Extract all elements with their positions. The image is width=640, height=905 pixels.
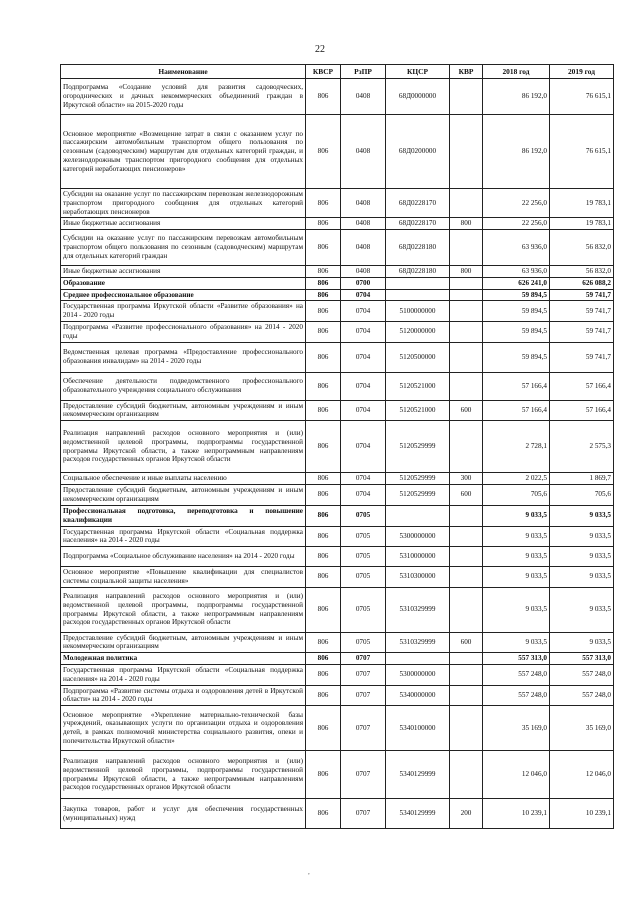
row-kvr xyxy=(450,751,483,799)
row-kcsr: 5310329999 xyxy=(386,632,450,653)
row-2019: 705,6 xyxy=(550,484,614,505)
row-kvr: 300 xyxy=(450,473,483,485)
row-rzpr: 0408 xyxy=(341,230,386,266)
row-kvr xyxy=(450,372,483,400)
row-2019: 59 741,7 xyxy=(550,301,614,322)
row-2019: 9 033,5 xyxy=(550,587,614,632)
row-name: Субсидии на оказание услуг по пассажирским перевозкам автомобильным транспортом общего пользования по сезонным (садоводческим) маршрутам для отдельных категорий граждан xyxy=(61,230,306,266)
row-kvr: 600 xyxy=(450,484,483,505)
row-rzpr: 0704 xyxy=(341,473,386,485)
row-kvsr: 806 xyxy=(306,277,341,289)
row-kcsr: 5120529999 xyxy=(386,421,450,473)
table-row xyxy=(61,685,614,706)
row-rzpr: 0704 xyxy=(341,372,386,400)
table-row xyxy=(61,473,614,485)
row-kvr xyxy=(450,189,483,218)
row-2018: 557 248,0 xyxy=(483,685,550,706)
table-row xyxy=(61,664,614,685)
row-kvr xyxy=(450,289,483,301)
table-row xyxy=(61,632,614,653)
header-2019: 2019 год xyxy=(550,65,614,79)
row-rzpr: 0408 xyxy=(341,115,386,189)
row-kcsr xyxy=(386,277,450,289)
table-row xyxy=(61,653,614,665)
row-2019: 19 783,1 xyxy=(550,189,614,218)
row-name: Основное мероприятие «Повышение квалификации для специалистов системы социальной защиты населения» xyxy=(61,567,306,588)
row-2018: 9 033,5 xyxy=(483,505,550,526)
row-kvsr: 806 xyxy=(306,421,341,473)
row-2019: 19 783,1 xyxy=(550,218,614,230)
row-kcsr: 5300000000 xyxy=(386,526,450,547)
row-kvsr: 806 xyxy=(306,547,341,567)
row-2019: 56 832,0 xyxy=(550,266,614,278)
row-kvr xyxy=(450,277,483,289)
row-rzpr: 0700 xyxy=(341,277,386,289)
row-kcsr: 68Д0228170 xyxy=(386,218,450,230)
row-kvr xyxy=(450,505,483,526)
row-name: Государственная программа Иркутской области «Социальная поддержка населения» на 2014 - 2020 годы xyxy=(61,664,306,685)
row-kvsr: 806 xyxy=(306,230,341,266)
row-rzpr: 0705 xyxy=(341,587,386,632)
row-name: Реализация направлений расходов основного мероприятия и (или) ведомственной целевой программы, подпрограммы государственной программы Иркутской области, а также непрограммным направлениям расходов государственных органов Иркутской области xyxy=(61,751,306,799)
table-row xyxy=(61,266,614,278)
row-rzpr: 0705 xyxy=(341,547,386,567)
table-row xyxy=(61,526,614,547)
table-row xyxy=(61,289,614,301)
row-2019: 557 248,0 xyxy=(550,664,614,685)
row-2019: 76 615,1 xyxy=(550,115,614,189)
row-rzpr: 0704 xyxy=(341,484,386,505)
header-name: Наименование xyxy=(61,65,306,79)
row-kcsr: 5100000000 xyxy=(386,301,450,322)
row-rzpr: 0704 xyxy=(341,301,386,322)
row-kcsr: 5310329999 xyxy=(386,587,450,632)
table-row xyxy=(61,421,614,473)
row-kvsr: 806 xyxy=(306,664,341,685)
row-kcsr: 68Д0228170 xyxy=(386,189,450,218)
row-kcsr xyxy=(386,289,450,301)
row-2019: 9 033,5 xyxy=(550,632,614,653)
row-name: Подпрограмма «Развитие профессионального образования» на 2014 - 2020 годы xyxy=(61,322,306,343)
row-kvsr: 806 xyxy=(306,372,341,400)
row-kvr xyxy=(450,653,483,665)
row-2018: 9 033,5 xyxy=(483,632,550,653)
row-kcsr: 5120521000 xyxy=(386,372,450,400)
row-name: Обеспечение деятельности подведомственного профессионального образовательного учреждения социального обслуживания xyxy=(61,372,306,400)
table-row xyxy=(61,218,614,230)
row-2019: 557 313,0 xyxy=(550,653,614,665)
row-kcsr: 68Д0228180 xyxy=(386,230,450,266)
row-2018: 9 033,5 xyxy=(483,547,550,567)
row-2019: 1 869,7 xyxy=(550,473,614,485)
row-name: Реализация направлений расходов основного мероприятия и (или) ведомственной целевой программы, подпрограммы государственной программы Иркутской области, а также непрограммным направлениям расходов государственных органов Иркутской области xyxy=(61,421,306,473)
row-kvr xyxy=(450,230,483,266)
header-rzpr: РзПР xyxy=(341,65,386,79)
row-kvr xyxy=(450,421,483,473)
row-kvsr: 806 xyxy=(306,79,341,115)
row-kcsr: 5310000000 xyxy=(386,547,450,567)
row-kvr xyxy=(450,342,483,372)
row-kcsr xyxy=(386,653,450,665)
row-kvsr: 806 xyxy=(306,706,341,751)
row-kvsr: 806 xyxy=(306,301,341,322)
row-name: Профессиональная подготовка, переподготовка и повышение квалификации xyxy=(61,505,306,526)
row-2019: 626 088,2 xyxy=(550,277,614,289)
row-kvr: 200 xyxy=(450,799,483,829)
row-rzpr: 0705 xyxy=(341,505,386,526)
table-row xyxy=(61,567,614,588)
row-kcsr: 5120529999 xyxy=(386,484,450,505)
row-name: Ведомственная целевая программа «Предоставление профессионального образования инвалидам» на 2014 - 2020 годы xyxy=(61,342,306,372)
row-kcsr xyxy=(386,505,450,526)
row-2019: 35 169,0 xyxy=(550,706,614,751)
row-2018: 86 192,0 xyxy=(483,115,550,189)
row-rzpr: 0704 xyxy=(341,400,386,421)
table-row xyxy=(61,505,614,526)
header-2018: 2018 год xyxy=(483,65,550,79)
table-row xyxy=(61,230,614,266)
row-kvsr: 806 xyxy=(306,342,341,372)
row-2019: 10 239,1 xyxy=(550,799,614,829)
row-kvr xyxy=(450,322,483,343)
row-rzpr: 0707 xyxy=(341,799,386,829)
header-kcsr: КЦСР xyxy=(386,65,450,79)
page-number: 22 xyxy=(315,44,325,55)
row-kvsr: 806 xyxy=(306,115,341,189)
row-name: Социальное обеспечение и иные выплаты населению xyxy=(61,473,306,485)
row-2018: 557 248,0 xyxy=(483,664,550,685)
row-kvr: 800 xyxy=(450,218,483,230)
row-kvsr: 806 xyxy=(306,484,341,505)
row-2018: 63 936,0 xyxy=(483,230,550,266)
row-2018: 9 033,5 xyxy=(483,567,550,588)
row-2018: 12 046,0 xyxy=(483,751,550,799)
row-kvr xyxy=(450,587,483,632)
table-row xyxy=(61,189,614,218)
row-name: Основное мероприятие «Возмещение затрат в связи с оказанием услуг по пассажирским автомобильным транспортом общего пользования по сезонным (садоводческим) маршрутам для отдельных категорий граждан, и железнодорожным транспортом пригородного сообщения для отдельных категорий неработающих пенсионеров» xyxy=(61,115,306,189)
row-rzpr: 0705 xyxy=(341,632,386,653)
row-2019: 59 741,7 xyxy=(550,322,614,343)
row-2019: 557 248,0 xyxy=(550,685,614,706)
row-kvsr: 806 xyxy=(306,751,341,799)
row-2018: 9 033,5 xyxy=(483,526,550,547)
row-2019: 9 033,5 xyxy=(550,526,614,547)
table-row xyxy=(61,79,614,115)
row-name: Реализация направлений расходов основного мероприятия и (или) ведомственной целевой программы, подпрограммы государственной программы Иркутской области, а также непрограммным направлениям расходов государственных органов Иркутской области xyxy=(61,587,306,632)
row-kvr xyxy=(450,526,483,547)
row-name: Государственная программа Иркутской области «Социальная поддержка населения» на 2014 - 2020 годы xyxy=(61,526,306,547)
table-header-row xyxy=(61,65,614,79)
row-name: Образование xyxy=(61,277,306,289)
row-2019: 2 575,3 xyxy=(550,421,614,473)
row-kvsr: 806 xyxy=(306,505,341,526)
row-2018: 59 894,5 xyxy=(483,301,550,322)
row-2018: 557 313,0 xyxy=(483,653,550,665)
row-rzpr: 0707 xyxy=(341,706,386,751)
table-row xyxy=(61,706,614,751)
row-name: Подпрограмма «Развитие системы отдыха и оздоровления детей в Иркутской области» на 2014 - 2020 годы xyxy=(61,685,306,706)
row-name: Среднее профессиональное образование xyxy=(61,289,306,301)
row-kcsr: 5340129999 xyxy=(386,751,450,799)
row-kcsr: 68Д0200000 xyxy=(386,115,450,189)
row-2019: 57 166,4 xyxy=(550,400,614,421)
row-rzpr: 0408 xyxy=(341,79,386,115)
row-kvr: 600 xyxy=(450,632,483,653)
row-kcsr: 5120529999 xyxy=(386,473,450,485)
row-kvsr: 806 xyxy=(306,653,341,665)
row-kvsr: 806 xyxy=(306,322,341,343)
row-2018: 57 166,4 xyxy=(483,372,550,400)
table-row xyxy=(61,587,614,632)
row-name: Субсидии на оказание услуг по пассажирским перевозкам железнодорожным транспортом пригородного сообщения для отдельных категорий неработающих пенсионеров xyxy=(61,189,306,218)
header-kvr: КВР xyxy=(450,65,483,79)
scan-mark: , xyxy=(308,868,310,876)
table-row xyxy=(61,277,614,289)
row-2018: 705,6 xyxy=(483,484,550,505)
row-rzpr: 0707 xyxy=(341,664,386,685)
row-kcsr: 5300000000 xyxy=(386,664,450,685)
row-kcsr: 68Д0000000 xyxy=(386,79,450,115)
row-2019: 9 033,5 xyxy=(550,505,614,526)
row-name: Предоставление субсидий бюджетным, автономным учреждениям и иным некоммерческим организациям xyxy=(61,484,306,505)
row-kvr: 600 xyxy=(450,400,483,421)
row-rzpr: 0705 xyxy=(341,526,386,547)
table-body xyxy=(61,79,614,829)
row-kvr xyxy=(450,115,483,189)
row-kcsr: 5310300000 xyxy=(386,567,450,588)
row-2019: 9 033,5 xyxy=(550,567,614,588)
row-2018: 59 894,5 xyxy=(483,322,550,343)
row-2018: 9 033,5 xyxy=(483,587,550,632)
row-name: Предоставление субсидий бюджетным, автономным учреждениям и иным некоммерческим организациям xyxy=(61,632,306,653)
row-rzpr: 0408 xyxy=(341,218,386,230)
row-rzpr: 0707 xyxy=(341,685,386,706)
row-2019: 56 832,0 xyxy=(550,230,614,266)
row-2019: 12 046,0 xyxy=(550,751,614,799)
row-2018: 22 256,0 xyxy=(483,218,550,230)
row-kvsr: 806 xyxy=(306,685,341,706)
table-row xyxy=(61,400,614,421)
row-kcsr: 5340100000 xyxy=(386,706,450,751)
row-2018: 2 022,5 xyxy=(483,473,550,485)
row-kvsr: 806 xyxy=(306,218,341,230)
row-name: Основное мероприятие «Укрепление материально-технической базы учреждений, оказывающих услуги по организации отдыха и оздоровления детей, в рамках полномочий министерства социального развития, опеки и попечительства Иркутской области» xyxy=(61,706,306,751)
row-kcsr: 68Д0228180 xyxy=(386,266,450,278)
row-name: Предоставление субсидий бюджетным, автономным учреждениям и иным некоммерческим организациям xyxy=(61,400,306,421)
row-2018: 35 169,0 xyxy=(483,706,550,751)
row-name: Подпрограмма «Создание условий для развития садоводческих, огороднических и дачных некоммерческих объединений граждан в Иркутской области» на 2015-2020 годы xyxy=(61,79,306,115)
row-kvsr: 806 xyxy=(306,567,341,588)
row-name: Иные бюджетные ассигнования xyxy=(61,218,306,230)
table-row xyxy=(61,301,614,322)
table-row xyxy=(61,484,614,505)
row-kvr xyxy=(450,706,483,751)
row-kvsr: 806 xyxy=(306,266,341,278)
row-kvsr: 806 xyxy=(306,289,341,301)
table-row xyxy=(61,115,614,189)
header-kvsr: КВСР xyxy=(306,65,341,79)
row-name: Закупка товаров, работ и услуг для обеспечения государственных (муниципальных) нужд xyxy=(61,799,306,829)
row-2018: 63 936,0 xyxy=(483,266,550,278)
row-kvr xyxy=(450,301,483,322)
row-kvr xyxy=(450,79,483,115)
row-2018: 59 894,5 xyxy=(483,342,550,372)
row-kvsr: 806 xyxy=(306,632,341,653)
row-rzpr: 0707 xyxy=(341,751,386,799)
row-2018: 86 192,0 xyxy=(483,79,550,115)
row-2019: 9 033,5 xyxy=(550,547,614,567)
row-kcsr: 5340129999 xyxy=(386,799,450,829)
row-2018: 626 241,0 xyxy=(483,277,550,289)
row-2019: 76 615,1 xyxy=(550,79,614,115)
row-rzpr: 0704 xyxy=(341,342,386,372)
row-kvsr: 806 xyxy=(306,473,341,485)
table-row xyxy=(61,751,614,799)
row-name: Подпрограмма «Социальное обслуживание населения» на 2014 - 2020 годы xyxy=(61,547,306,567)
row-kvsr: 806 xyxy=(306,400,341,421)
row-kvsr: 806 xyxy=(306,587,341,632)
table-row xyxy=(61,322,614,343)
row-name: Молодежная политика xyxy=(61,653,306,665)
row-name: Государственная программа Иркутской области «Развитие образования» на 2014 - 2020 годы xyxy=(61,301,306,322)
row-2019: 59 741,7 xyxy=(550,289,614,301)
row-kvsr: 806 xyxy=(306,799,341,829)
row-name: Иные бюджетные ассигнования xyxy=(61,266,306,278)
table-row xyxy=(61,799,614,829)
row-rzpr: 0704 xyxy=(341,289,386,301)
row-rzpr: 0704 xyxy=(341,421,386,473)
row-2018: 2 728,1 xyxy=(483,421,550,473)
row-kvsr: 806 xyxy=(306,189,341,218)
table-row xyxy=(61,342,614,372)
row-2018: 10 239,1 xyxy=(483,799,550,829)
row-kcsr: 5120521000 xyxy=(386,400,450,421)
row-kvr xyxy=(450,685,483,706)
row-rzpr: 0408 xyxy=(341,266,386,278)
row-kcsr: 5340000000 xyxy=(386,685,450,706)
row-2019: 57 166,4 xyxy=(550,372,614,400)
row-kvr: 800 xyxy=(450,266,483,278)
row-rzpr: 0704 xyxy=(341,322,386,343)
row-2019: 59 741,7 xyxy=(550,342,614,372)
row-rzpr: 0707 xyxy=(341,653,386,665)
row-2018: 22 256,0 xyxy=(483,189,550,218)
row-kcsr: 5120000000 xyxy=(386,322,450,343)
row-2018: 59 894,5 xyxy=(483,289,550,301)
table-row xyxy=(61,547,614,567)
row-kcsr: 5120500000 xyxy=(386,342,450,372)
row-kvr xyxy=(450,664,483,685)
row-2018: 57 166,4 xyxy=(483,400,550,421)
row-rzpr: 0408 xyxy=(341,189,386,218)
budget-table xyxy=(60,64,614,829)
row-kvsr: 806 xyxy=(306,526,341,547)
row-kvr xyxy=(450,567,483,588)
row-kvr xyxy=(450,547,483,567)
row-rzpr: 0705 xyxy=(341,567,386,588)
table-row xyxy=(61,372,614,400)
